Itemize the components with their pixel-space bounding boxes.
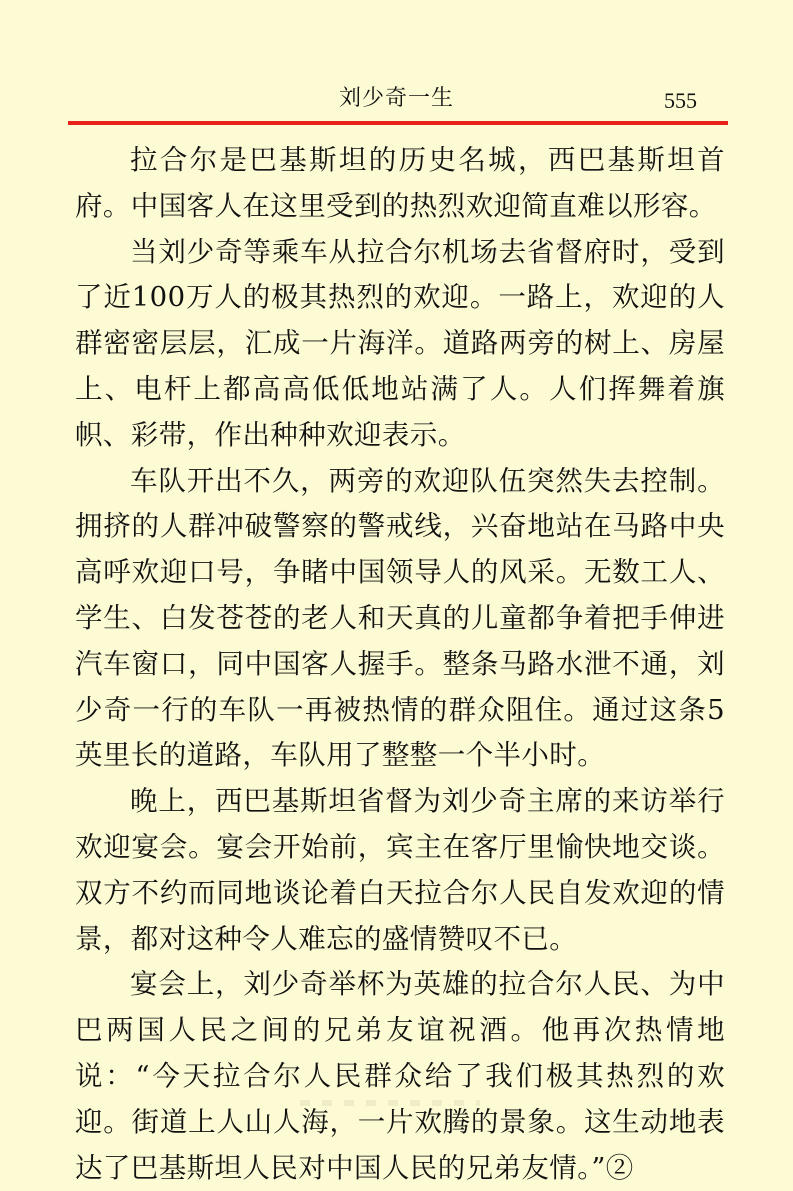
header-rule xyxy=(68,121,728,125)
paragraph-5: 宴会上，刘少奇举杯为英雄的拉合尔人民、为中巴两国人民之间的兄弟友谊祝酒。他再次热情地说：“今天拉合尔人民群众给了我们极其热烈的欢迎。街道上人山人海，一片欢腾的景象。这生动地表达了巴基斯坦人民对中国人民的兄弟友情。”② xyxy=(75,968,725,1184)
page-number: 555 xyxy=(664,88,697,113)
paragraph-2: 当刘少奇等乘车从拉合尔机场去省督府时，受到了近100万人的极其热烈的欢迎。一路上，欢迎的人群密密层层，汇成一片海洋。道路两旁的树上、房屋上、电杆上都高高低低地站满了人。人们挥舞着旗帜、彩带，作出种种欢迎表示。 xyxy=(75,235,725,451)
running-header-title: 刘少奇一生 xyxy=(338,86,454,111)
body-text xyxy=(75,138,725,1191)
paragraph-3: 车队开出不久，两旁的欢迎队伍突然失去控制。拥挤的人群冲破警察的警戒线，兴奋地站在马路中央高呼欢迎口号，争睹中国领导人的风采。无数工人、学生、白发苍苍的老人和天真的儿童都争着把手伸进汽车窗口，同中国客人握手。整条马路水泄不通，刘少奇一行的车队一再被热情的群众阻住。通过这条5英里长的道路，车队用了整整一个半小时。 xyxy=(75,464,725,772)
paragraph-1: 拉合尔是巴基斯坦的历史名城，西巴基斯坦首府。中国客人在这里受到的热烈欢迎简直难以形容。 xyxy=(75,144,725,222)
paragraph-4: 晚上，西巴基斯坦省督为刘少奇主席的来访举行欢迎宴会。宴会开始前，宾主在客厅里愉快地交谈。双方不约而同地谈论着白天拉合尔人民自发欢迎的情景，都对这种令人难忘的盛情赞叹不已。 xyxy=(75,785,725,955)
faint-footer-mark xyxy=(300,1100,480,1106)
